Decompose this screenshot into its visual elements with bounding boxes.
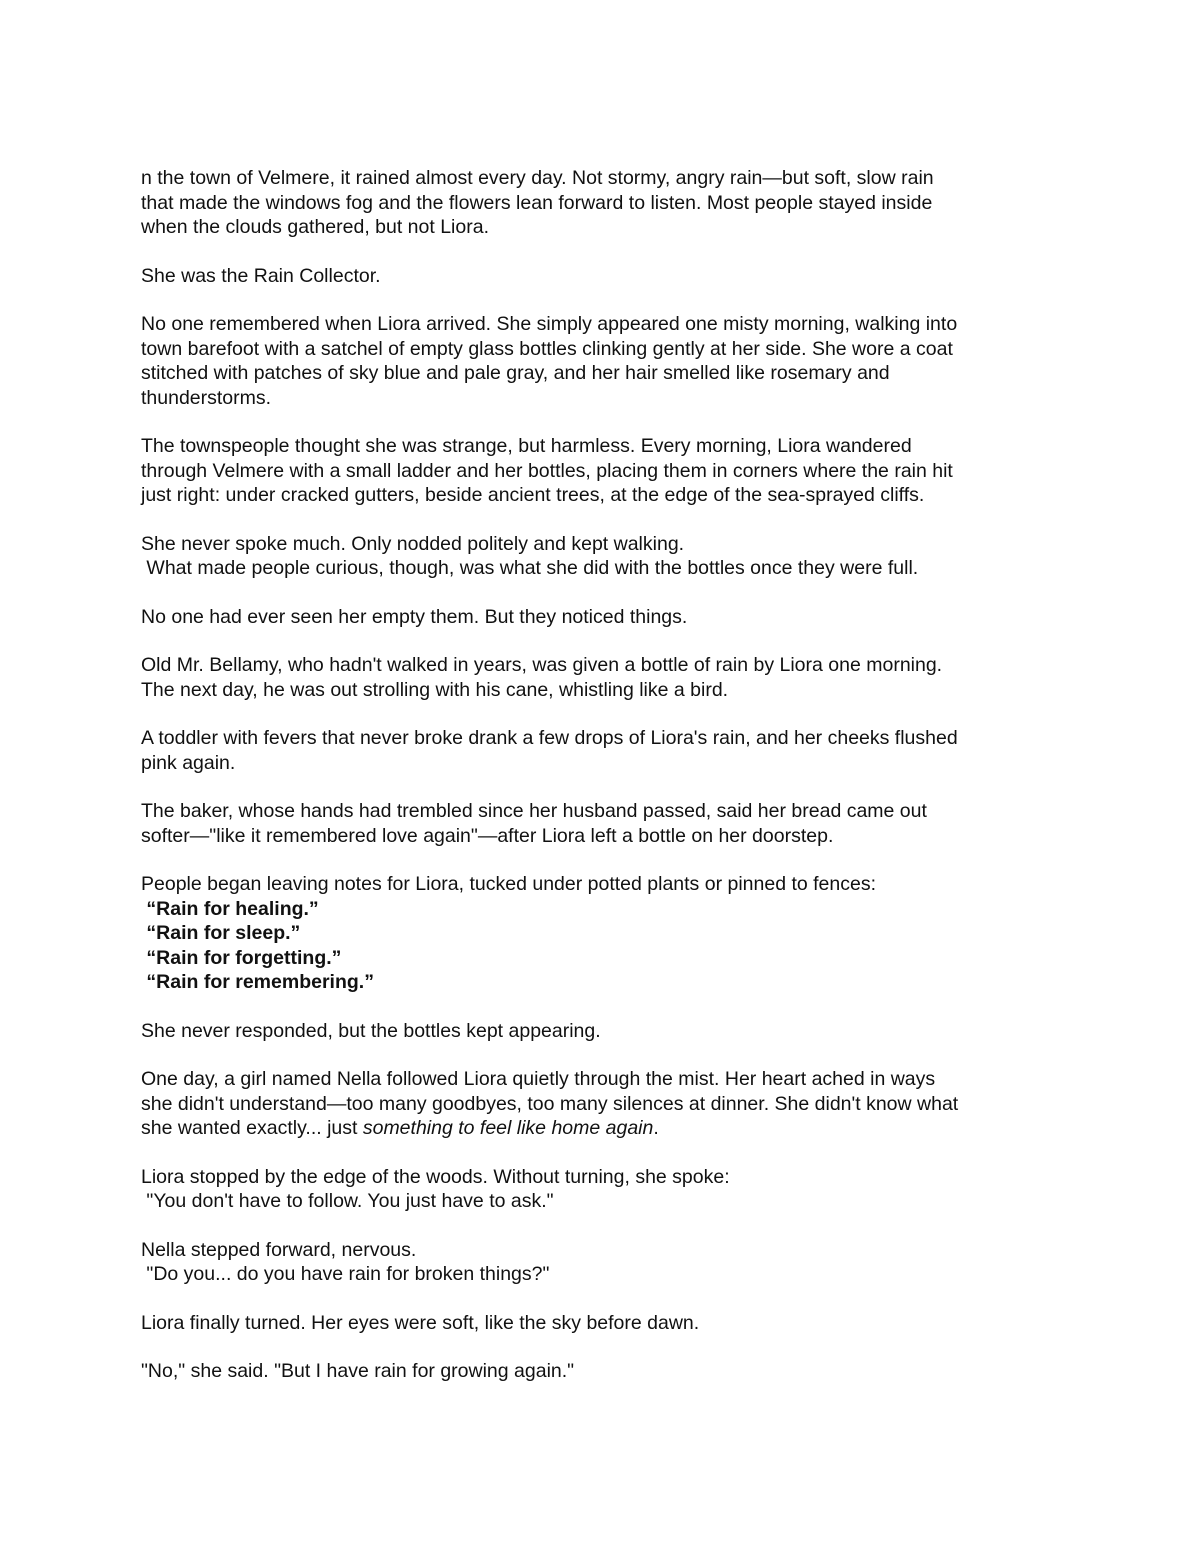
- text-line: she didn't understand—too many goodbyes, too many silences at dinner. She didn't know what: [141, 1092, 959, 1115]
- paragraph-townspeople: [141, 434, 1101, 508]
- note-healing: “Rain for healing.”: [141, 897, 319, 920]
- paragraph-never-responded: [141, 1019, 1101, 1044]
- text-line: A toddler with fevers that never broke drank a few drops of Liora's rain, and her cheeks flushed: [141, 727, 958, 749]
- text-line: when the clouds gathered, but not Liora.: [141, 216, 489, 238]
- document-body: [141, 166, 1101, 1408]
- text-line: stitched with patches of sky blue and pale gray, and her hair smelled like rosemary and: [141, 362, 890, 384]
- text-line: "Do you... do you have rain for broken things?": [141, 1263, 550, 1285]
- text-line: People began leaving notes for Liora, tucked under potted plants or pinned to fences:: [141, 873, 877, 895]
- text-line: No one had ever seen her empty them. But they noticed things.: [141, 605, 688, 628]
- text-line: What made people curious, though, was what she did with the bottles once they were full.: [141, 557, 919, 579]
- text-line: softer—"like it remembered love again"—after Liora left a bottle on her doorstep.: [141, 824, 834, 847]
- text-line: just right: under cracked gutters, beside ancient trees, at the edge of the sea-sprayed cliffs.: [141, 484, 925, 506]
- paragraph-noticed-things: [141, 605, 1101, 630]
- text-run: .: [653, 1117, 659, 1139]
- text-line: town barefoot with a satchel of empty glass bottles clinking gently at her side. She wore a coat: [141, 337, 953, 360]
- text-line: Nella stepped forward, nervous.: [141, 1238, 417, 1261]
- text-line: The baker, whose hands had trembled since her husband passed, said her bread came out: [141, 800, 927, 822]
- paragraph-rain-collector: [141, 264, 1101, 289]
- text-line: No one remembered when Liora arrived. She simply appeared one misty morning, walking into: [141, 313, 958, 335]
- paragraph-growing-again: [141, 1359, 1101, 1384]
- paragraph-intro: [141, 166, 1101, 240]
- paragraph-mr-bellamy: [141, 653, 1101, 702]
- paragraph-toddler: [141, 726, 1101, 775]
- italic-text-run: something to feel like home again: [362, 1117, 654, 1139]
- paragraph-never-spoke: [141, 532, 1101, 581]
- text-line: The next day, he was out strolling with his cane, whistling like a bird.: [141, 678, 729, 701]
- paragraph-nella: [141, 1067, 1101, 1141]
- paragraph-baker: [141, 799, 1101, 848]
- paragraph-liora-turned: [141, 1311, 1101, 1336]
- text-line: The townspeople thought she was strange, but harmless. Every morning, Liora wandered: [141, 435, 912, 457]
- text-line: thunderstorms.: [141, 386, 272, 409]
- paragraph-notes: [141, 872, 1101, 995]
- note-remembering: “Rain for remembering.”: [141, 971, 374, 993]
- text-run: she wanted exactly... just: [141, 1117, 363, 1139]
- paragraph-nella-asks: [141, 1238, 1101, 1287]
- text-line: n the town of Velmere, it rained almost every day. Not stormy, angry rain—but soft, slow rain: [141, 167, 934, 189]
- text-line: Old Mr. Bellamy, who hadn't walked in years, was given a bottle of rain by Liora one morning.: [141, 654, 943, 676]
- text-line: through Velmere with a small ladder and her bottles, placing them in corners where the rain hit: [141, 459, 953, 482]
- text-line: She never spoke much. Only nodded politely and kept walking.: [141, 532, 685, 555]
- text-line: She was the Rain Collector.: [141, 264, 381, 287]
- note-forgetting: “Rain for forgetting.”: [141, 946, 342, 969]
- text-line-mixed: [141, 1116, 1101, 1141]
- text-line: She never responded, but the bottles kept appearing.: [141, 1019, 601, 1042]
- paragraph-edge-of-woods: [141, 1165, 1101, 1214]
- paragraph-arrival: [141, 312, 1101, 410]
- text-line: that made the windows fog and the flowers lean forward to listen. Most people stayed inside: [141, 191, 933, 214]
- text-line: One day, a girl named Nella followed Liora quietly through the mist. Her heart ached in ways: [141, 1068, 936, 1090]
- text-line: "No," she said. "But I have rain for growing again.": [141, 1360, 575, 1382]
- text-line: "You don't have to follow. You just have to ask.": [141, 1190, 554, 1212]
- text-line: Liora finally turned. Her eyes were soft, like the sky before dawn.: [141, 1311, 700, 1334]
- text-line: Liora stopped by the edge of the woods. Without turning, she spoke:: [141, 1165, 730, 1188]
- text-line: pink again.: [141, 751, 236, 774]
- note-sleep: “Rain for sleep.”: [141, 922, 301, 944]
